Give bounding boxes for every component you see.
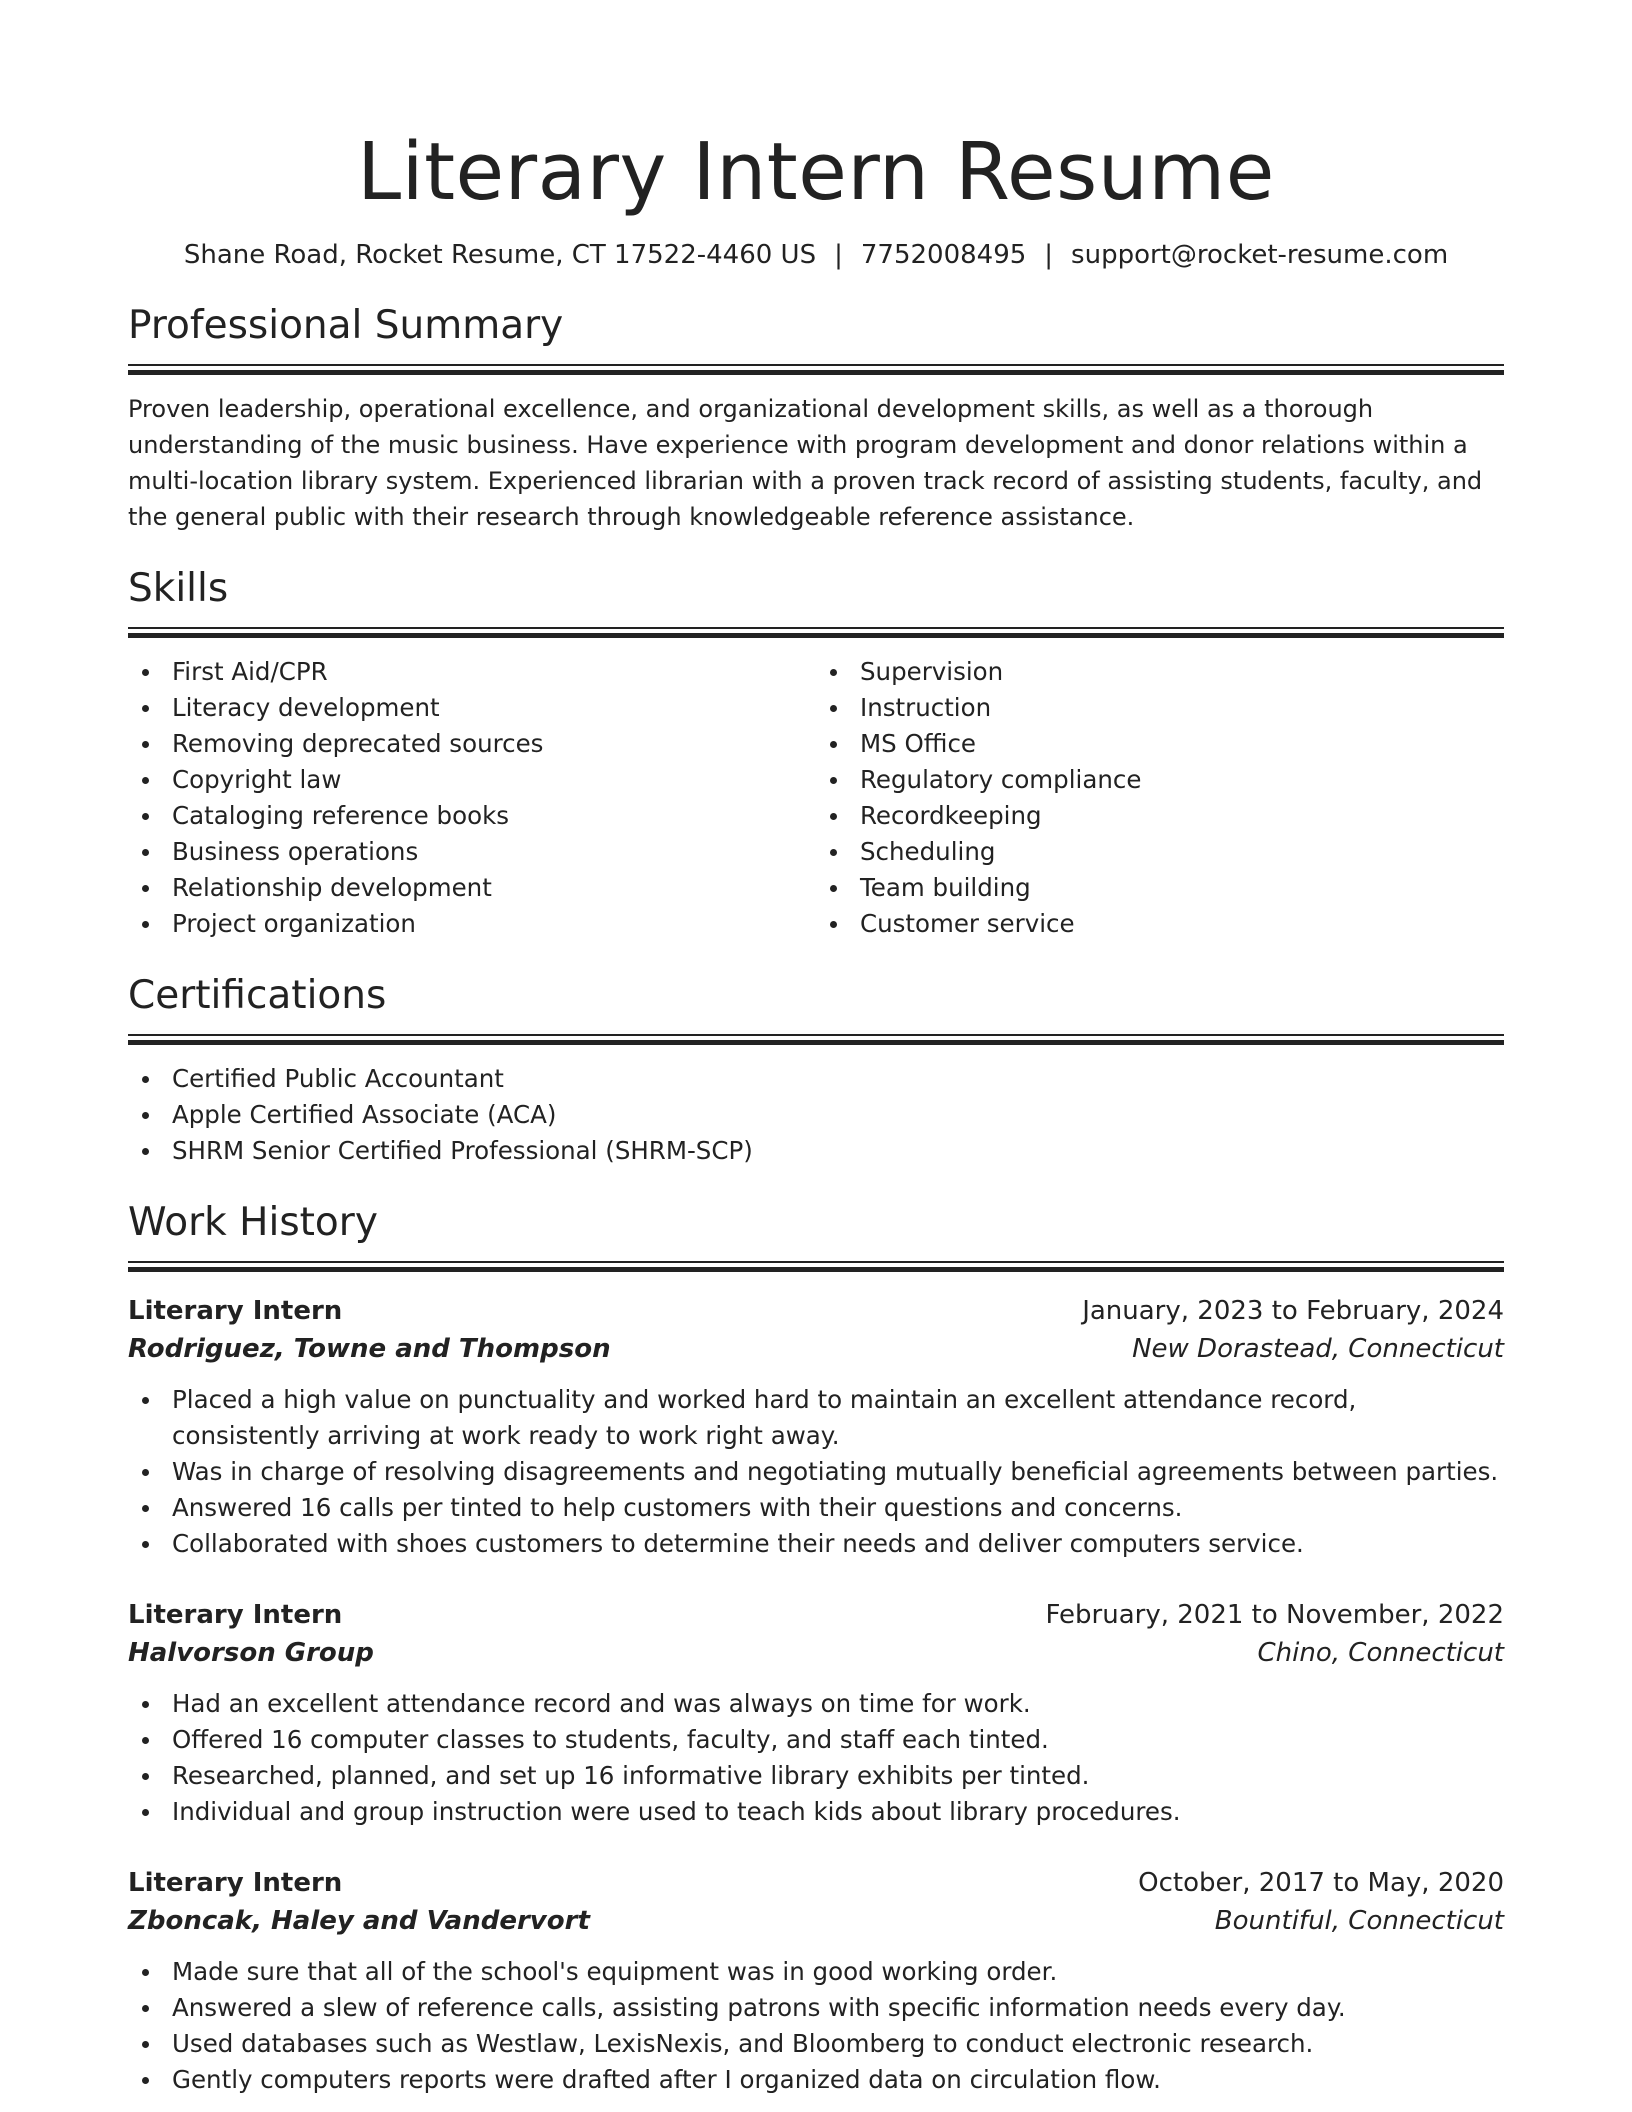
contact-address: Shane Road, Rocket Resume, CT 17522-4460 US xyxy=(183,240,817,270)
resume-title: Literary Intern Resume xyxy=(357,126,1275,218)
summary-text: Proven leadership, operational excellence, and organizational development skills, as well as a thorough understanding of the music business. Have experience with program development and donor relations within a multi-location library system. Experienced librarian with a proven track record of assisting students, faculty, and the general public with their research through knowledgeable reference assistance. xyxy=(128,395,1483,531)
job-title: Literary Intern xyxy=(128,1868,343,1898)
job-company: Halvorson Group xyxy=(128,1638,374,1668)
skill-item: Team building xyxy=(816,870,1504,906)
contact-separator: | xyxy=(834,240,843,270)
skill-item: Recordkeeping xyxy=(816,798,1504,834)
skills-columns xyxy=(128,654,1504,942)
job-bullet: Gently computers reports were drafted after I organized data on circulation flow. xyxy=(128,2062,1504,2098)
job-bullet: Answered 16 calls per tinted to help customers with their questions and concerns. xyxy=(128,1490,1504,1526)
job-entry xyxy=(128,1864,1504,2098)
job-subheader xyxy=(128,1902,1504,1940)
skill-item: Copyright law xyxy=(128,762,816,798)
section-divider xyxy=(128,627,1504,638)
job-bullets xyxy=(128,1954,1504,2098)
job-bullet: Made sure that all of the school's equipment was in good working order. xyxy=(128,1954,1504,1990)
job-entry xyxy=(128,1596,1504,1830)
certification-item: Certified Public Accountant xyxy=(128,1061,1504,1097)
job-header xyxy=(128,1596,1504,1634)
skill-item: First Aid/CPR xyxy=(128,654,816,690)
skill-item: Supervision xyxy=(816,654,1504,690)
work-history-section xyxy=(128,1197,1504,2098)
contact-separator: | xyxy=(1044,240,1054,270)
job-subheader xyxy=(128,1634,1504,1672)
skill-item: Project organization xyxy=(128,906,816,942)
contact-email: support@rocket-resume.com xyxy=(1071,240,1449,270)
summary-section xyxy=(128,300,1504,535)
job-bullets xyxy=(128,1686,1504,1830)
skill-item: Regulatory compliance xyxy=(816,762,1504,798)
job-header xyxy=(128,1292,1504,1330)
certification-item: Apple Certified Associate (ACA) xyxy=(128,1097,1504,1133)
job-bullet: Was in charge of resolving disagreements and negotiating mutually beneficial agreements between parties. xyxy=(128,1454,1504,1490)
section-divider xyxy=(128,364,1504,375)
job-location: Bountiful, Connecticut xyxy=(1214,1906,1504,1936)
job-title: Literary Intern xyxy=(128,1296,343,1326)
skill-item: Instruction xyxy=(816,690,1504,726)
job-bullet: Placed a high value on punctuality and worked hard to maintain an excellent attendance record, consistently arriving at work ready to work right away. xyxy=(128,1382,1504,1454)
certifications-list xyxy=(128,1061,1504,1169)
job-location: New Dorastead, Connecticut xyxy=(1132,1334,1504,1364)
contact-line xyxy=(128,238,1504,272)
job-bullet: Used databases such as Westlaw, LexisNexis, and Bloomberg to conduct electronic research. xyxy=(128,2026,1504,2062)
job-bullet: Had an excellent attendance record and was always on time for work. xyxy=(128,1686,1504,1722)
skills-list-right xyxy=(816,654,1504,942)
job-entry xyxy=(128,1292,1504,1562)
summary-heading: Professional Summary xyxy=(128,303,564,348)
job-dates: February, 2021 to November, 2022 xyxy=(1045,1600,1504,1630)
skill-item: Scheduling xyxy=(816,834,1504,870)
job-bullet: Collaborated with shoes customers to determine their needs and deliver computers service. xyxy=(128,1526,1504,1562)
certifications-heading: Certifications xyxy=(128,973,387,1018)
skills-heading: Skills xyxy=(128,566,229,611)
certifications-section xyxy=(128,970,1504,1169)
job-bullet: Researched, planned, and set up 16 informative library exhibits per tinted. xyxy=(128,1758,1504,1794)
contact-phone: 7752008495 xyxy=(860,240,1027,270)
section-divider xyxy=(128,1261,1504,1272)
job-location: Chino, Connecticut xyxy=(1257,1638,1504,1668)
skill-item: Removing deprecated sources xyxy=(128,726,816,762)
job-company: Zboncak, Haley and Vandervort xyxy=(128,1906,590,1936)
skill-item: Cataloging reference books xyxy=(128,798,816,834)
skill-item: Literacy development xyxy=(128,690,816,726)
job-subheader xyxy=(128,1330,1504,1368)
section-divider xyxy=(128,1034,1504,1045)
job-bullet: Answered a slew of reference calls, assisting patrons with specific information needs every day. xyxy=(128,1990,1504,2026)
job-dates: October, 2017 to May, 2020 xyxy=(1138,1868,1504,1898)
job-dates: January, 2023 to February, 2024 xyxy=(1082,1296,1504,1326)
skill-item: Customer service xyxy=(816,906,1504,942)
certification-item: SHRM Senior Certified Professional (SHRM-SCP) xyxy=(128,1133,1504,1169)
skill-item: Business operations xyxy=(128,834,816,870)
job-bullet: Offered 16 computer classes to students, faculty, and staff each tinted. xyxy=(128,1722,1504,1758)
job-bullets xyxy=(128,1382,1504,1562)
work-history-heading: Work History xyxy=(128,1200,378,1245)
job-title: Literary Intern xyxy=(128,1600,343,1630)
job-company: Rodriguez, Towne and Thompson xyxy=(128,1334,611,1364)
skills-list-left xyxy=(128,654,816,942)
job-bullet: Individual and group instruction were used to teach kids about library procedures. xyxy=(128,1794,1504,1830)
skill-item: Relationship development xyxy=(128,870,816,906)
skill-item: MS Office xyxy=(816,726,1504,762)
skills-section xyxy=(128,563,1504,942)
job-header xyxy=(128,1864,1504,1902)
